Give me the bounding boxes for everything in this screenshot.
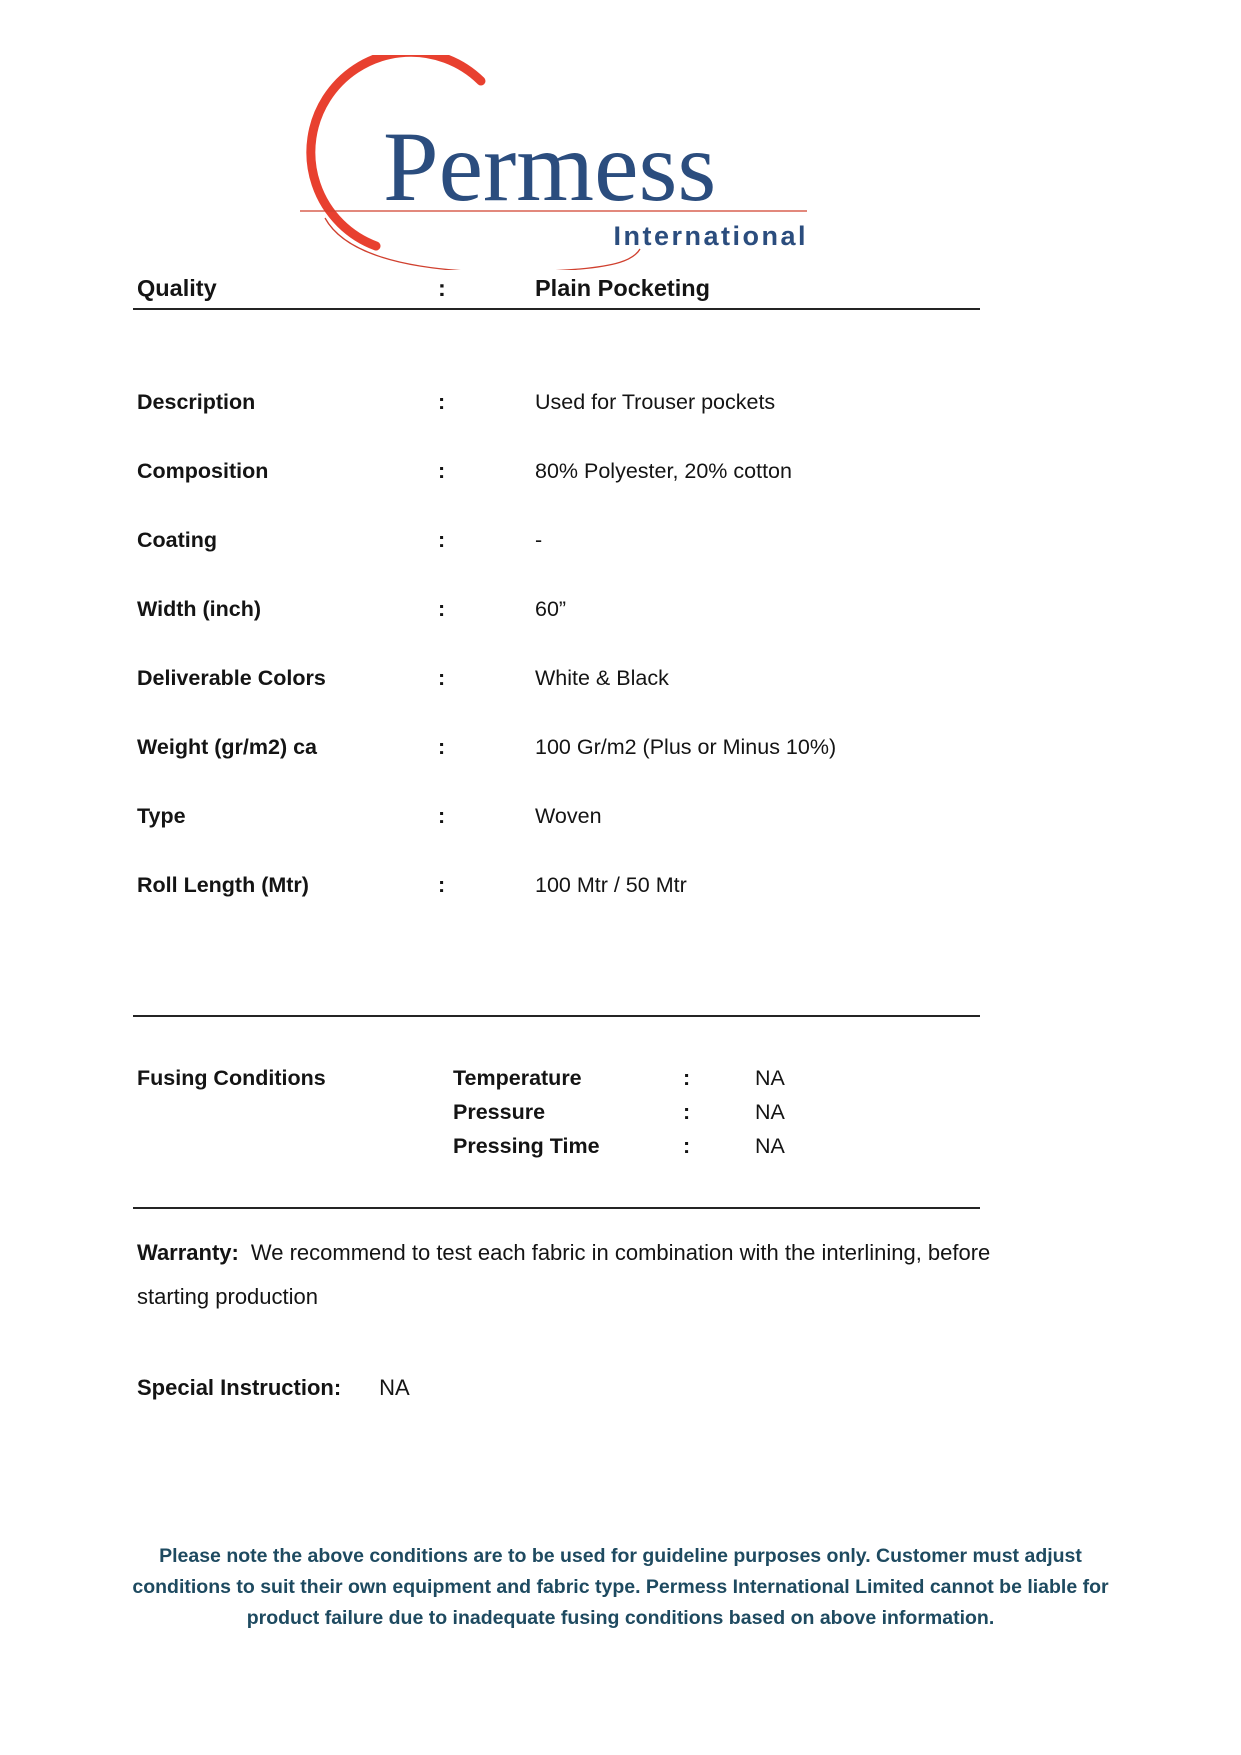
spec-value: Used for Trouser pockets <box>535 390 776 414</box>
spec-value: 80% Polyester, 20% cotton <box>535 459 792 483</box>
fusing-temperature-label: Temperature <box>453 1066 582 1090</box>
spec-row-width <box>137 597 1241 621</box>
spec-row-deliverable-colors <box>137 666 1241 690</box>
special-instruction-label: Special Instruction: <box>137 1375 342 1400</box>
fusing-colon: : <box>683 1134 691 1158</box>
spec-row-weight <box>137 735 1241 759</box>
header-divider <box>133 308 980 310</box>
spec-colon: : <box>438 390 446 414</box>
spec-table <box>137 390 1241 897</box>
spec-row-description <box>137 390 1241 414</box>
fusing-colon: : <box>683 1100 691 1124</box>
warranty-label: Warranty: <box>137 1240 239 1265</box>
spec-value: White & Black <box>535 666 669 690</box>
spec-label: Width (inch) <box>137 597 261 621</box>
spec-colon: : <box>438 528 446 552</box>
spec-colon: : <box>438 804 446 828</box>
warranty-text: We recommend to test each fabric in combination with the interlining, before starting production <box>137 1240 991 1309</box>
brand-logo <box>0 0 1241 270</box>
fusing-temperature-value: NA <box>755 1066 785 1090</box>
spec-colon: : <box>438 459 446 483</box>
fusing-conditions-label: Fusing Conditions <box>137 1066 326 1090</box>
fusing-warranty-divider <box>133 1207 980 1209</box>
spec-label: Deliverable Colors <box>137 666 326 690</box>
spec-colon: : <box>438 666 446 690</box>
spec-colon: : <box>438 873 446 897</box>
permess-logo-graphic <box>295 55 825 270</box>
quality-colon: : <box>438 275 446 301</box>
brand-wordmark: Permess <box>383 111 717 222</box>
fusing-pressing-time-value: NA <box>755 1134 785 1158</box>
fusing-colon: : <box>683 1066 691 1090</box>
spec-colon: : <box>438 597 446 621</box>
warranty-paragraph <box>137 1231 1052 1319</box>
spec-label: Coating <box>137 528 218 552</box>
spec-value: Woven <box>535 804 602 828</box>
special-instruction-row <box>137 1375 1241 1401</box>
spec-value: - <box>535 528 543 552</box>
fusing-conditions-section <box>137 1061 1241 1163</box>
fusing-pressure-label: Pressure <box>453 1100 546 1124</box>
special-instruction-value: NA <box>379 1375 410 1400</box>
spec-label: Type <box>137 804 186 828</box>
spec-value: 100 Gr/m2 (Plus or Minus 10%) <box>535 735 837 759</box>
spec-label: Roll Length (Mtr) <box>137 873 309 897</box>
document-body <box>0 274 1241 1401</box>
spec-row-coating <box>137 528 1241 552</box>
quality-label: Quality <box>137 275 217 301</box>
fusing-pressure-value: NA <box>755 1100 785 1124</box>
spec-row-composition <box>137 459 1241 483</box>
quality-header-row <box>137 274 1241 302</box>
fusing-pressing-time-label: Pressing Time <box>453 1134 600 1158</box>
quality-value: Plain Pocketing <box>535 275 710 301</box>
spec-colon: : <box>438 735 446 759</box>
brand-subtitle: International <box>613 221 808 251</box>
spec-row-type <box>137 804 1241 828</box>
spec-label: Weight (gr/m2) ca <box>137 735 317 759</box>
guideline-disclaimer: Please note the above conditions are to be used for guideline purposes only. Customer must adjust conditions to suit their own equipment and fabric type. Permess International Limited cannot be liable for product failure due to inadequate fusing conditions based on above information. <box>132 1545 1109 1629</box>
spec-label: Description <box>137 390 256 414</box>
spec-label: Composition <box>137 459 269 483</box>
spec-row-roll-length <box>137 873 1241 897</box>
spec-value: 60” <box>535 597 567 621</box>
spec-fusing-divider <box>133 1015 980 1017</box>
spec-value: 100 Mtr / 50 Mtr <box>535 873 687 897</box>
